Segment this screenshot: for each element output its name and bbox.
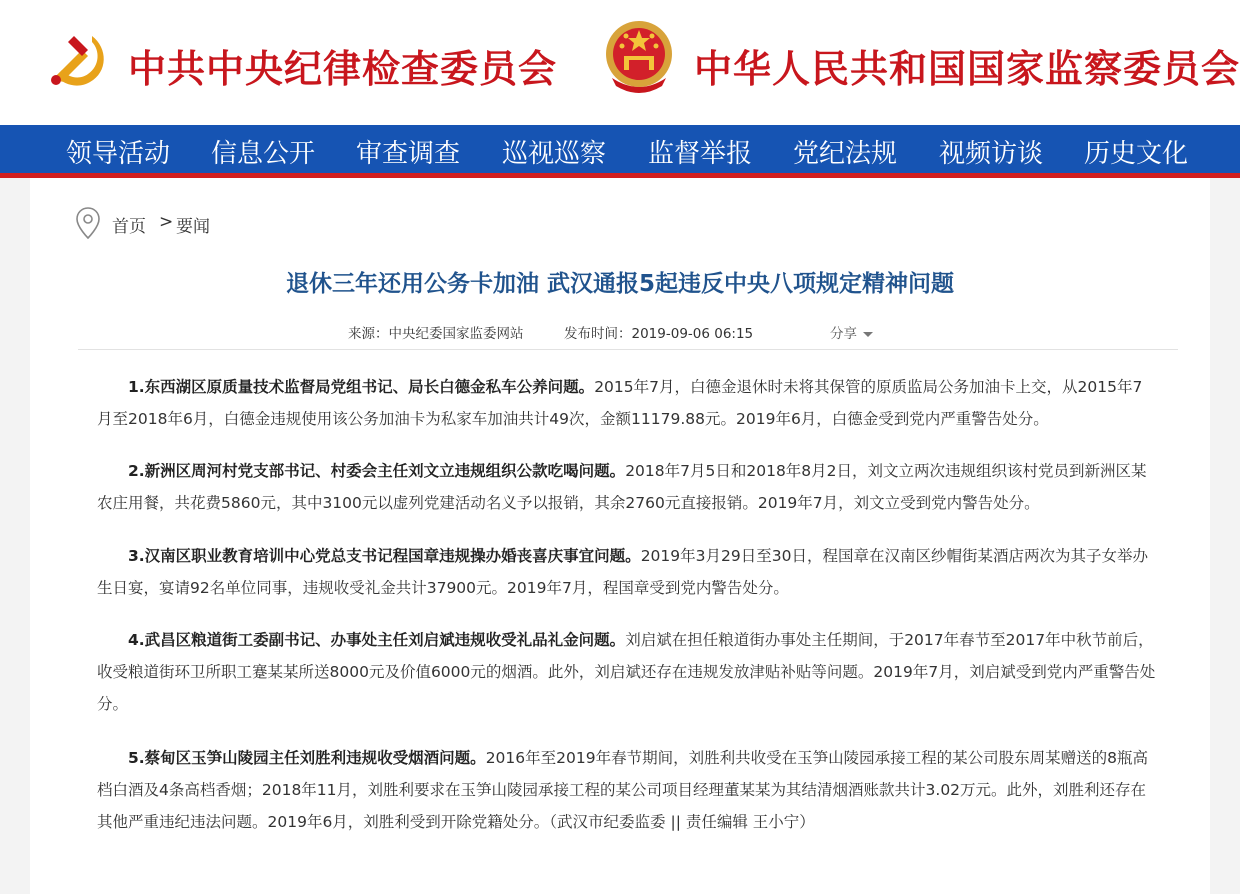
- nav-item-report[interactable]: 监督举报: [648, 139, 753, 169]
- breadcrumb-home-link[interactable]: 首页: [112, 217, 146, 237]
- paragraph-lead: 2.新洲区周河村党支部书记、村委会主任刘文立违规组织公款吃喝问题。: [128, 462, 626, 480]
- nav-item-regulations[interactable]: 党纪法规: [793, 139, 898, 169]
- nav-item-info[interactable]: 信息公开: [211, 139, 316, 169]
- paragraph-lead: 3.汉南区职业教育培训中心党总支书记程国章违规操办婚丧喜庆事宜问题。: [128, 547, 641, 565]
- paragraph-text: 2019年3月29日至30日，程国章在汉南区纱帽街某酒店两次为其子女举办生日宴，宴请92名单位同事，违规收受礼金共计37900元。2019年7月，程国章受到党内警告处分。: [97, 547, 1148, 597]
- article-title: 退休三年还用公务卡加油 武汉通报5起违反中央八项规定精神问题: [285, 271, 954, 297]
- article-paragraph-4: [97, 624, 1157, 720]
- breadcrumb-current-link[interactable]: 要闻: [176, 217, 210, 237]
- content-panel: [30, 178, 1210, 894]
- paragraph-lead: 5.蔡甸区玉笋山陵园主任刘胜利违规收受烟酒问题。: [128, 749, 486, 767]
- nav-item-history[interactable]: 历史文化: [1084, 139, 1189, 169]
- breadcrumb-separator: >: [159, 212, 174, 232]
- nav-item-inspection[interactable]: 巡视巡察: [502, 139, 607, 169]
- site-title-left[interactable]: 中共中央纪律检查委员会: [128, 46, 558, 91]
- article-paragraph-3: [97, 540, 1157, 604]
- site-title-right[interactable]: 中华人民共和国国家监察委员会: [694, 46, 1240, 91]
- share-dropdown[interactable]: [830, 322, 873, 342]
- party-emblem-icon[interactable]: [42, 22, 114, 94]
- main-nav: [0, 125, 1240, 178]
- paragraph-text: 刘启斌在担任粮道街办事处主任期间，于2017年春节至2017年中秋节前后，收受粮道街环卫所职工蹇某某所送8000元及价值6000元的烟酒。此外，刘启斌还存在违规发放津贴补贴等问题。2019年7月，刘启斌受到党内严重警告处分。: [97, 631, 1156, 713]
- share-label: 分享: [830, 326, 857, 342]
- nav-item-leadership[interactable]: 领导活动: [66, 139, 171, 169]
- site-header: [0, 0, 1240, 125]
- paragraph-lead: 1.东西湖区原质量技术监督局党组书记、局长白德金私车公养问题。: [128, 378, 595, 396]
- location-pin-icon: [75, 206, 101, 240]
- article-paragraph-2: [97, 455, 1157, 519]
- national-emblem-icon[interactable]: [604, 16, 674, 94]
- article-paragraph-1: [97, 371, 1157, 435]
- divider: [78, 349, 1178, 350]
- article-source: 来源：中央纪委国家监委网站: [348, 326, 524, 342]
- article-publish-time: 发布时间：2019-09-06 06:15: [564, 326, 754, 342]
- nav-item-video[interactable]: 视频访谈: [939, 139, 1044, 169]
- paragraph-text: 2016年至2019年春节期间，刘胜利共收受在玉笋山陵园承接工程的某公司股东周某赠送的8瓶高档白酒及4条高档香烟；2018年11月，刘胜利要求在玉笋山陵园承接工程的某公司项目经理董某某为其结清烟酒账款共计3.02万元。此外，刘胜利还存在其他严重违纪违法问题。2019年6月，刘胜利受到开除党籍处分。（武汉市纪委监委 || 责任编辑 王小宁）: [97, 749, 1148, 831]
- chevron-down-icon: [863, 332, 873, 337]
- paragraph-text: 2018年7月5日和2018年8月2日，刘文立两次违规组织该村党员到新洲区某农庄用餐，共花费5860元，其中3100元以虚列党建活动名义予以报销，其余2760元直接报销。2019年7月，刘文立受到党内警告处分。: [97, 462, 1147, 512]
- paragraph-text: 2015年7月，白德金退休时未将其保管的原质监局公务加油卡上交，从2015年7月至2018年6月，白德金违规使用该公务加油卡为私家车加油共计49次，金额11179.88元。2019年6月，白德金受到党内严重警告处分。: [97, 378, 1143, 428]
- article-paragraph-5: [97, 742, 1157, 838]
- nav-item-investigation[interactable]: 审查调查: [356, 139, 461, 169]
- paragraph-lead: 4.武昌区粮道街工委副书记、办事处主任刘启斌违规收受礼品礼金问题。: [128, 631, 626, 649]
